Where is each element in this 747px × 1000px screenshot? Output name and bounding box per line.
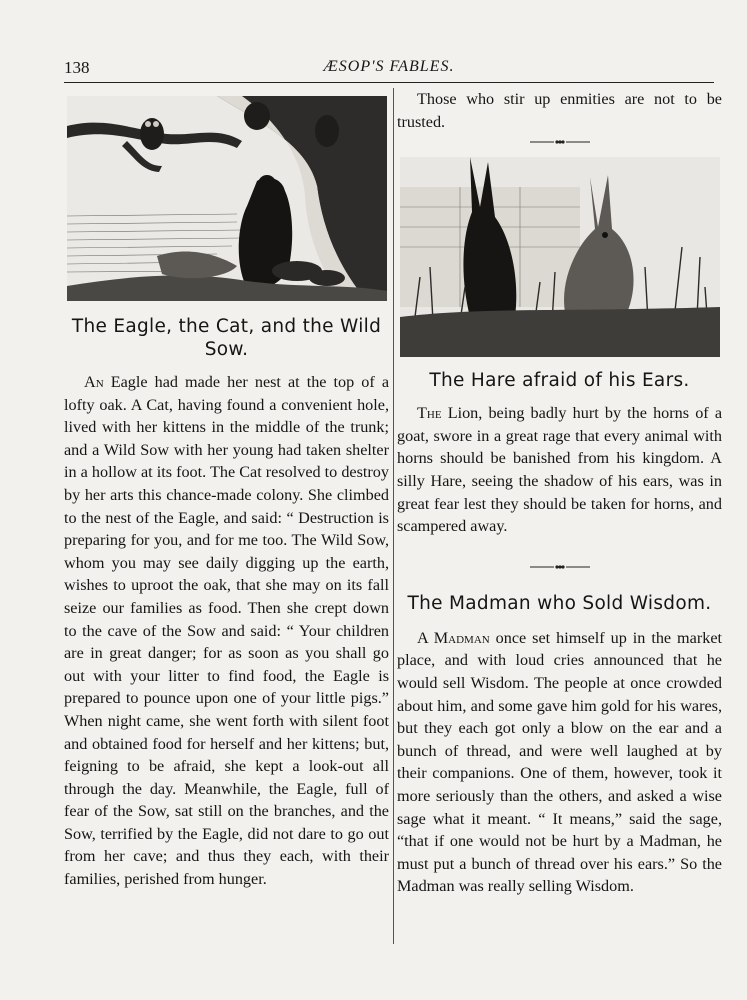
moral-text: Those who stir up enmities are not to be trusted. [397,90,722,131]
story-text: Lion, being badly hurt by the horns of a goat, swore in a great rage that every animal with horns should be banished from his kingdom. A silly Hare, seeing the shadow of his ears, was in great fear lest they should be taken for horns, and scampered away. [397,404,722,536]
story-body-eagle-cat-sow [64,371,389,891]
lead-word: A Madman [417,628,490,647]
header-rule [64,82,714,83]
story-title-eagle-cat-sow: The Eagle, the Cat, and the Wild Sow. [71,316,382,360]
column-divider [393,88,394,944]
lead-word: An [84,373,104,391]
running-title: ÆSOP'S FABLES. [323,58,455,75]
left-column [64,96,389,891]
story-text: Eagle had made her nest at the top of a lofty oak. A Cat, having found a convenient hole, lived with her kittens in the middle of the trunk; and a Wild Sow with her young had taken shelter in a hollow at its foot. The Cat resolved to destroy by her arts this chance-made colony. She climbed to the nest of the Eagle, and said: “ Destruction is preparing for you, and for me too. The Wild Sow, whom you may see daily digging up the earth, wishes to uproot the oak, that she may on its fall seize our families as food. Then she crept down to the cave of the Sow and said: “ Your children are in great danger; for as soon as you shall go out with your litter to find food, the Eagle is prepared to pounce upon one of your little pigs.” When night came, she went forth with silent foot and obtained food for herself and her kittens; but, feigning to be afraid, she kept a look-out all through the day. Meanwhile, the Eagle, full of fear of the Sow, sat still on the branches, and the Sow, terrified by the Eagle, did not dare to go out from her cave; and thus they each, with their families, perished from hunger. [64,373,389,889]
story-body-madman [397,627,722,898]
eagle-cat-sow-engraving-icon [67,96,387,301]
lead-word: The [417,404,442,423]
story-text: once set himself up in the market place, and with loud cries announced that he would sell Wisdom. The people at once crowded about him, and some gave him gold for his wares, but they each got only a blow on the ear and a bunch of thread, and were well laughed at by their companions. One of them, however, took it more seriously than the others, and asked a wise sage what it meant. “ It means,” said the sage, “that if one would not be hurt by a Madman, he must put a bunch of thread over his ears.” So the Madman was really selling Wisdom. [397,628,723,896]
story-title-hare: The Hare afraid of his Ears. [429,370,690,392]
story-title-madman: The Madman who Sold Wisdom. [407,592,712,614]
story-body-hare [397,402,722,538]
page-header [64,58,714,80]
page-number: 138 [64,58,90,77]
ornament-divider-icon [530,137,590,147]
right-column [397,88,722,898]
ornament-divider-icon [530,562,590,572]
hare-shadow-engraving-icon [400,157,720,357]
